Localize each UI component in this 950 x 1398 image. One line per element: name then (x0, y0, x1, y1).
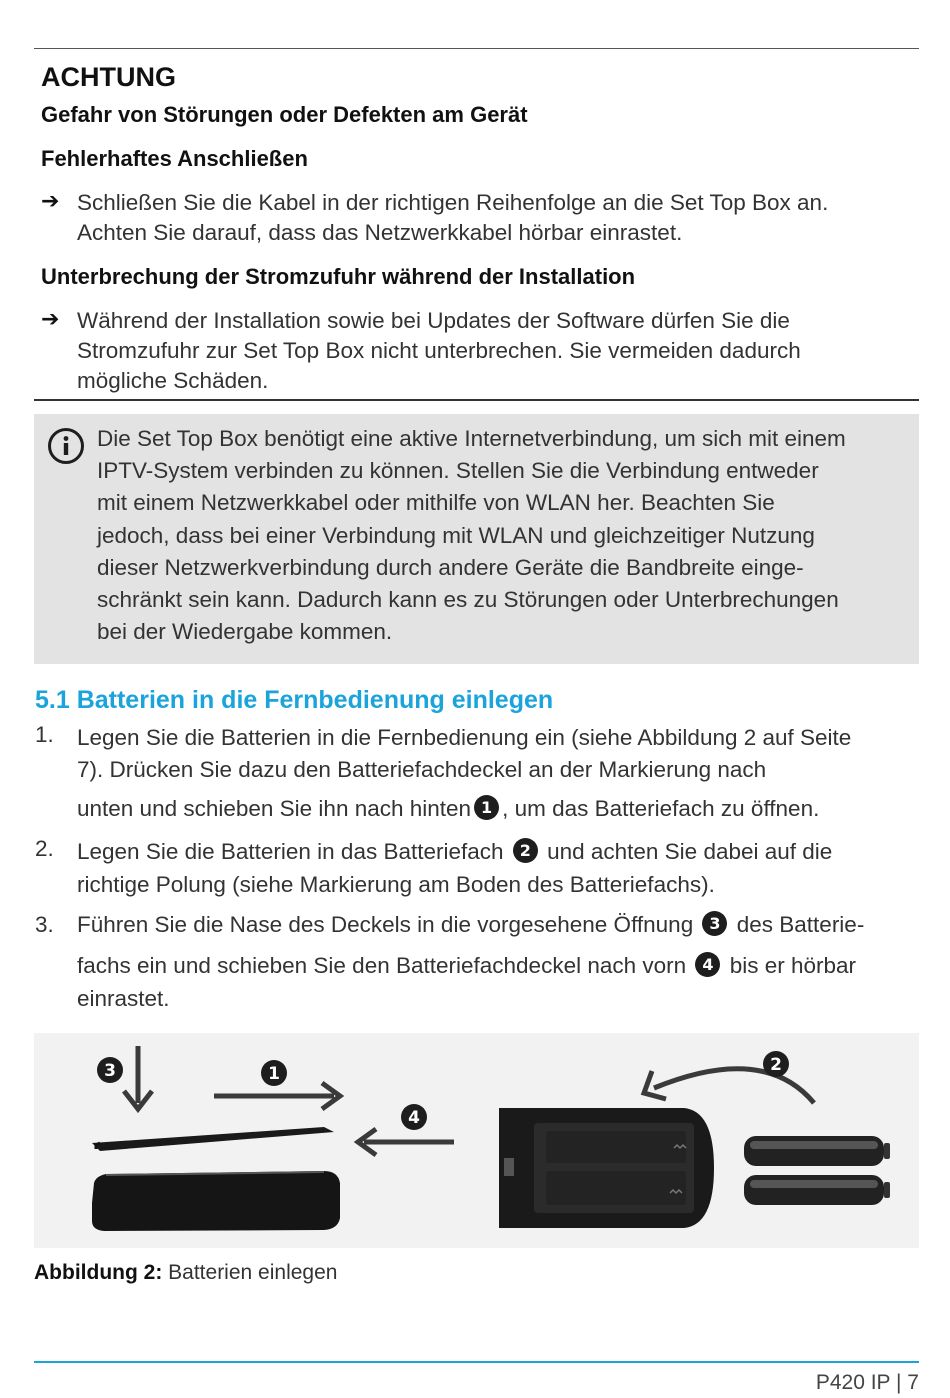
info-text (97, 423, 912, 648)
arrow-right-icon: ➔ (41, 306, 60, 331)
info-box (34, 414, 919, 664)
step-number: 3. (35, 912, 54, 937)
step-3 (35, 902, 915, 1016)
info-line: dieser Netzwerkverbindung durch andere Geräte die Bandbreite einge- (97, 554, 804, 580)
warning-line: Stromzufuhr zur Set Top Box nicht unterbrechen. Sie vermeiden dadurch (77, 338, 801, 363)
marker-1-badge (261, 1060, 287, 1086)
info-line: jedoch, dass bei einer Verbindung mit WLAN und gleichzeitiger Nutzung (97, 522, 815, 548)
marker-3-badge: 3 (702, 911, 727, 936)
marker-3-badge (97, 1057, 123, 1083)
marker-1-badge: 1 (474, 795, 499, 820)
marker-2-badge (763, 1051, 789, 1077)
info-line: schränkt sein kann. Dadurch kann es zu Störungen oder Unterbrechungen (97, 587, 839, 613)
batteries-illustration (744, 1136, 890, 1205)
warning-subtitle: Gefahr von Störungen oder Defekten am Gerät (41, 102, 528, 127)
warning-heading-power: Unterbrechung der Stromzufuhr während der Installation (41, 264, 636, 289)
step-line (77, 788, 915, 828)
marker-3-label: 3 (104, 1061, 116, 1081)
step-text: Legen Sie die Batterien in das Batteriefach (77, 839, 504, 864)
step-text: Führen Sie die Nase des Deckels in die vorgesehene Öffnung (77, 912, 694, 937)
figure-caption (34, 1261, 337, 1285)
info-line: bei der Wiedergabe kommen. (97, 619, 393, 645)
warning-bullet-connection (41, 188, 901, 248)
remote-compartment-illustration (499, 1108, 714, 1228)
step-text: bis er hörbar (729, 953, 856, 978)
marker-2-label: 2 (770, 1055, 782, 1075)
step-text: unten und schieben Sie ihn nach hinten (77, 796, 472, 821)
section-title: 5.1 Batterien in die Fernbedienung einlegen (35, 686, 554, 714)
warning-end-rule (34, 399, 919, 401)
warning-line: Während der Installation sowie bei Updates der Software dürfen Sie die (77, 308, 790, 333)
marker-4-badge (401, 1104, 427, 1130)
step-line: einrastet. (77, 986, 170, 1011)
step-text: und achten Sie dabei auf die (547, 839, 833, 864)
caption-text: Batterien einlegen (168, 1261, 338, 1284)
page-footer: P420 IP | 7 (815, 1371, 919, 1394)
step-line (77, 902, 915, 944)
footer-rule (34, 1361, 919, 1363)
arrow-right-icon (214, 1083, 340, 1109)
arrow-down-icon (124, 1046, 152, 1109)
step-line (77, 944, 915, 984)
battery-illustration (34, 1033, 919, 1248)
warning-line: Schließen Sie die Kabel in der richtigen Reihenfolge an die Set Top Box an. (77, 190, 829, 215)
warning-line: mögliche Schäden. (77, 368, 269, 393)
marker-4-label: 4 (408, 1108, 420, 1128)
step-text: fachs ein und schieben Sie den Batteriefachdeckel nach vorn (77, 953, 687, 978)
step-number: 1. (35, 722, 54, 747)
top-rule (34, 48, 919, 49)
step-text: des Batterie- (736, 912, 865, 937)
warning-bullet-power (41, 306, 901, 396)
arrow-right-icon: ➔ (41, 188, 60, 213)
step-line (77, 830, 915, 870)
warning-line: Achten Sie darauf, dass das Netzwerkkabel hörbar einrastet. (77, 220, 683, 245)
marker-4-badge: 4 (695, 952, 720, 977)
step-line: richtige Polung (siehe Markierung am Boden des Batteriefachs). (77, 872, 715, 897)
arrow-left-icon (358, 1129, 454, 1155)
step-line: 7). Drücken Sie dazu den Batteriefachdeckel an der Markierung nach (77, 757, 767, 782)
battery-cover-illustration (92, 1127, 340, 1231)
caption-label: Abbildung 2: (34, 1261, 163, 1284)
steps-list (35, 722, 915, 1016)
info-line: IPTV-System verbinden zu können. Stellen Sie die Verbindung entweder (97, 458, 819, 484)
step-1 (35, 722, 915, 828)
step-number: 2. (35, 836, 54, 861)
warning-title: ACHTUNG (41, 62, 176, 92)
step-line: Legen Sie die Batterien in die Fernbedienung ein (siehe Abbildung 2 auf Seite (77, 725, 852, 750)
battery-figure (34, 1033, 919, 1248)
info-line: mit einem Netzwerkkabel oder mithilfe von WLAN her. Beachten Sie (97, 490, 775, 516)
warning-heading-connection: Fehlerhaftes Anschließen (41, 146, 308, 171)
step-text: , um das Batteriefach zu öffnen. (502, 796, 820, 821)
marker-2-badge: 2 (513, 838, 538, 863)
info-line: Die Set Top Box benötigt eine aktive Internetverbindung, um sich mit einem (97, 426, 846, 451)
step-2 (35, 830, 915, 902)
info-icon (47, 427, 85, 465)
curved-arrow-icon (644, 1069, 814, 1103)
marker-1-label: 1 (268, 1064, 280, 1084)
